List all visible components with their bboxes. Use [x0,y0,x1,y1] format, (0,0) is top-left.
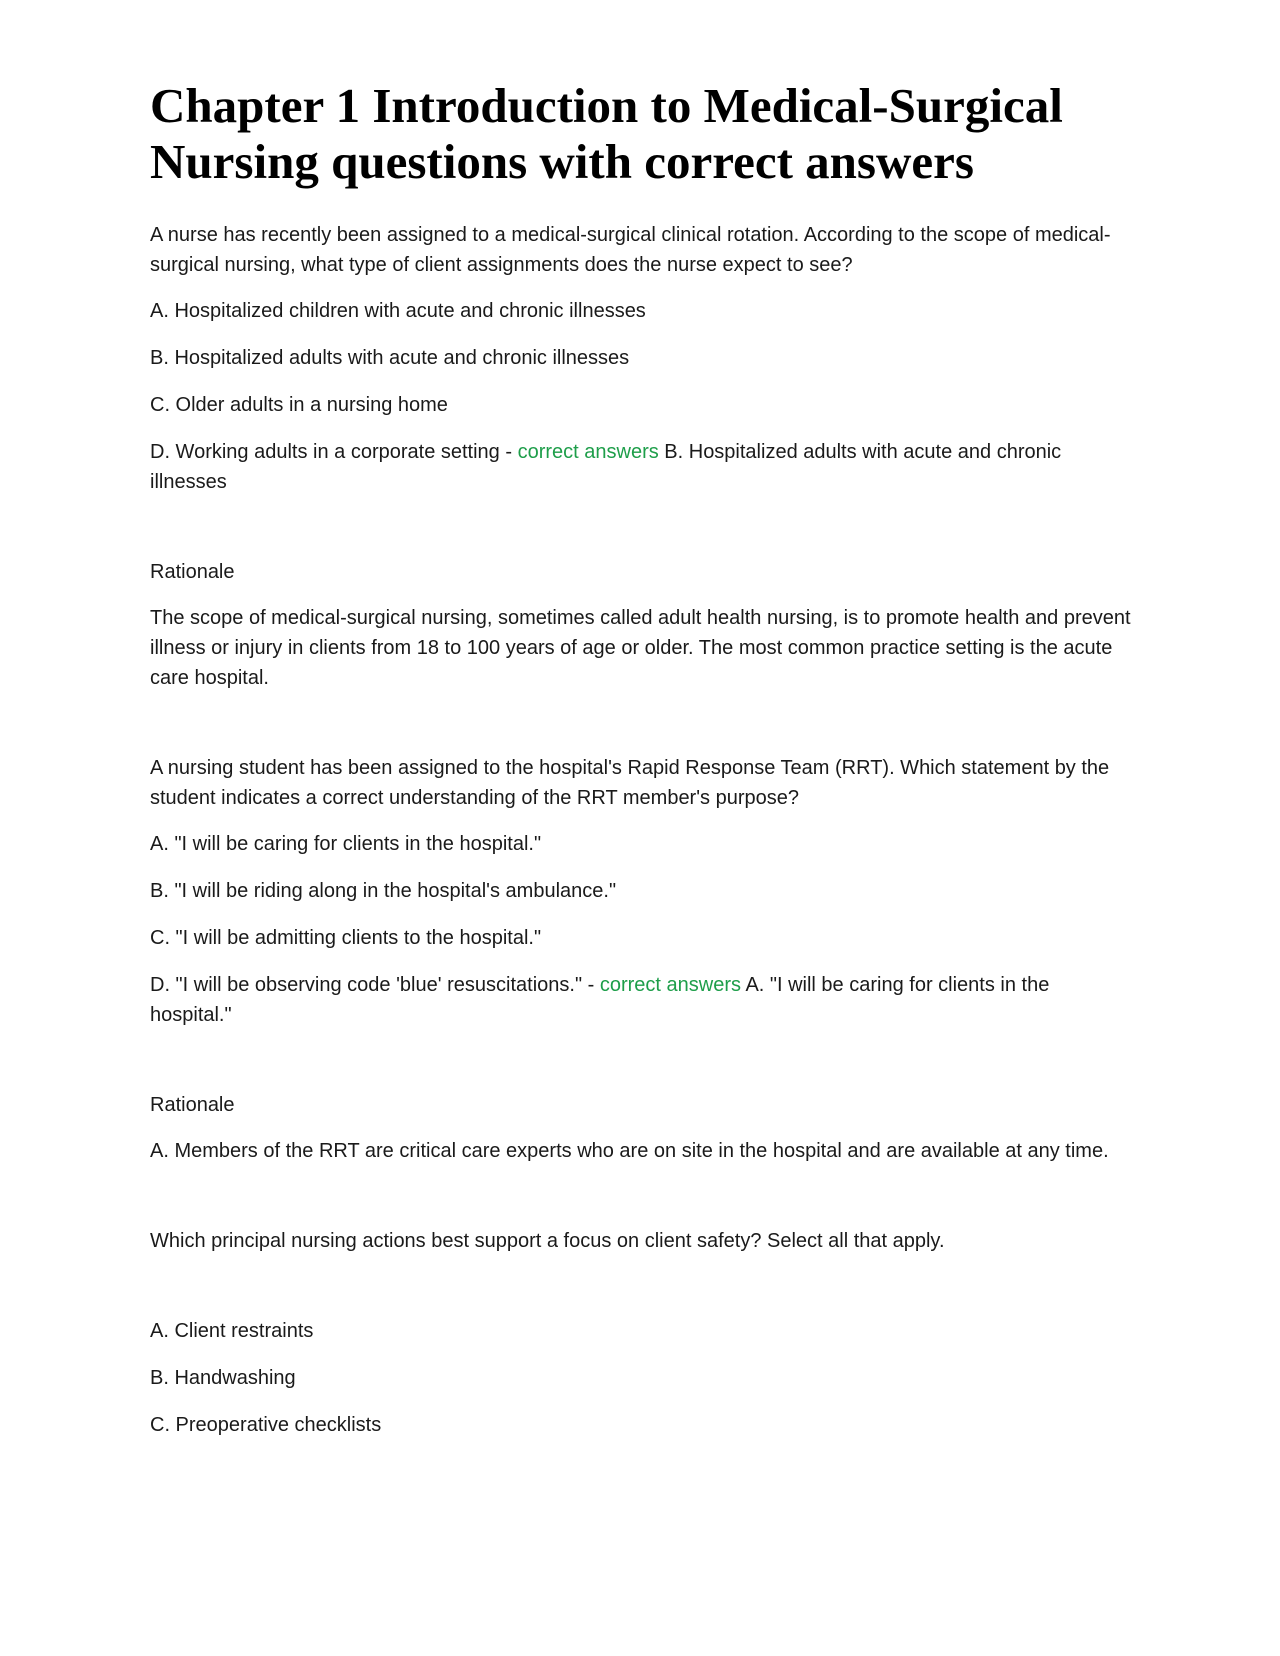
question-2-option-a: A. "I will be caring for clients in the hospital." [150,833,542,855]
question-3-option-b: B. Handwashing [150,1367,296,1389]
rationale-label: Rationale [150,1094,235,1116]
document-page [150,78,1135,1457]
question-1-option-d: D. Working adults in a corporate setting - [150,441,518,463]
correct-answers-label: correct answers [599,974,741,996]
document-title: Chapter 1 Introduction to Medical-Surgical Nursing questions with correct answers [150,78,1063,189]
question-2-answer: A. "I will be caring for clients in the hospital." [150,974,1050,1026]
correct-answers-label: correct answers [517,441,659,463]
question-2-option-d-with-answer [150,970,1135,1030]
question-1-option-a: A. Hospitalized children with acute and chronic illnesses [150,300,646,322]
question-1-option-b: B. Hospitalized adults with acute and chronic illnesses [150,347,630,369]
question-2-stem: A nursing student has been assigned to the hospital's Rapid Response Team (RRT). Which statement by the student indicates a correct understanding of the RRT member's purpose? [150,757,1110,809]
question-1-option-d-with-answer [150,437,1135,497]
question-3-option-a: A. Client restraints [150,1320,314,1342]
question-1-option-c: C. Older adults in a nursing home [150,394,448,416]
question-3-stem: Which principal nursing actions best support a focus on client safety? Select all that apply. [150,1230,945,1252]
question-2-option-c: C. "I will be admitting clients to the hospital." [150,927,542,949]
question-1-stem: A nurse has recently been assigned to a medical-surgical clinical rotation. According to the scope of medical-surgical nursing, what type of client assignments does the nurse expect to see? [150,224,1111,276]
rationale-label: Rationale [150,561,235,583]
question-2-rationale: A. Members of the RRT are critical care experts who are on site in the hospital and are available at any time. [150,1140,1109,1162]
question-2-option-d: D. "I will be observing code 'blue' resuscitations." - [150,974,600,996]
question-1-answer: B. Hospitalized adults with acute and chronic illnesses [150,441,1062,493]
question-2-option-b: B. "I will be riding along in the hospital's ambulance." [150,880,617,902]
question-3-option-c: C. Preoperative checklists [150,1414,382,1436]
question-1-rationale: The scope of medical-surgical nursing, sometimes called adult health nursing, is to promote health and prevent illness or injury in clients from 18 to 100 years of age or older. The most common practice setting is the acute care hospital. [150,607,1131,689]
